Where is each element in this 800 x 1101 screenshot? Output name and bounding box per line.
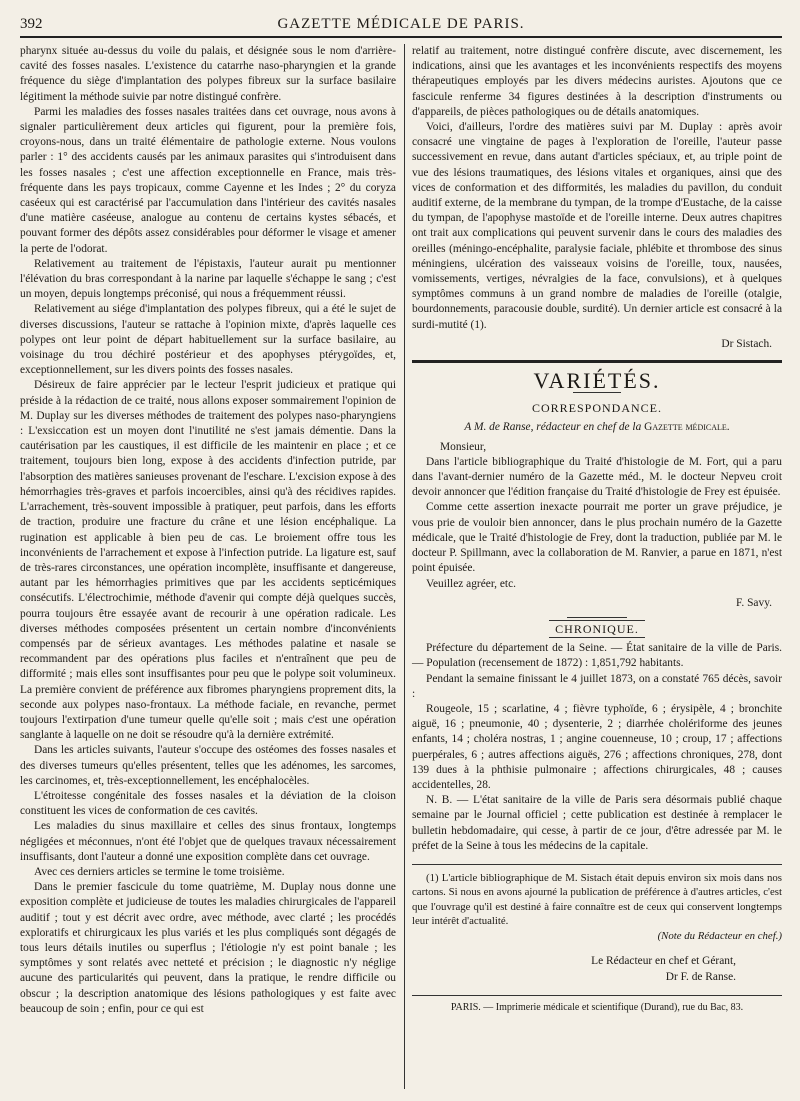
footnote: [412, 871, 782, 944]
paragraph: Les maladies du sinus maxillaire et celles des sinus frontaux, longtemps négligées et méconnues, n'ont été l'objet que de quelques travaux nécessairement insuffisants, dont l'auteur a donné une exposition complète dans cet ouvrage.: [20, 820, 396, 863]
imprint-divider: [412, 995, 782, 996]
chronique-heading: [412, 622, 782, 637]
letter-signature: F. Savy.: [735, 596, 772, 609]
footnote-text: (1) L'article bibliographique de M. Sistach était depuis environ six mois dans nos cartons. Si nous en avons ajourné la publication de préférence à d'autres articles, c'est que l'ouvrage qu'il est destiné à faire connaître est de ceux qui conservent longtemps leur intérêt d'actualité.: [412, 871, 782, 928]
paragraph: Voici, d'ailleurs, l'ordre des matières suivi par M. Duplay : après avoir consacré une vingtaine de pages à l'exploration de l'oreille, l'auteur passe successivement en revue, dans autant d'articles spéciaux, et, au triple point de vue des lésions traumatiques, des lésions vitales et organiques, ainsi que des vices de conformation et des difformités, les maladies du pavillon, du conduit auditif externe, de la membrane du tympan, de la trompe d'Eustache, de la caisse du tympan, de l'apophyse mastoïde et de l'oreille interne. Deux autres chapitres ont trait aux complications qui peuvent survenir dans le cours des maladies des oreilles (méningo-encéphalite, paralysie faciale, phlébite et thrombose des sinus méningiens, ulcération des vaisseaux voisins de l'oreille, toux, nausées, vomissements, vertiges, névralgies de la face, convulsions), et à quelques symptômes communs à un grand nombre de maladies de l'oreille (otalgie, bourdonnements, paracousie double, surdité). Un dernier article est consacré à la surdi-mutité (1).: [412, 121, 782, 331]
paragraph: L'étroitesse congénitale des fosses nasales et la déviation de la cloison constituent les vices de conformation de ces cavités.: [20, 789, 396, 818]
paragraph: Désireux de faire apprécier par le lecteur l'esprit judicieux et pratique qui préside à la rédaction de ce traité, nous allons exposer sommairement l'opinion de M. Duplay sur les diverses méthodes de traitement des polypes naso-pharyngiens : L'exsiccation est un moyen dont l'inutilité ne s'est jamais démentie. Dans la cautérisation par les caustiques, il est difficile de les maintenir en place ; et ce traitement, toujours bien long, expose à des accidents d'infection putride, par l'absorption des matières sanieuses provenant de l'eschare. L'excision expose à des hémorrhagies très-graves et parfois incoercibles, ainsi qu'à des récidives rapides. L'arrachement, très-souvent impossible à pratiquer, peut parfois, dans les efforts de traction, produire une fracture du crâne et une lésion encéphalique. La rugination est applicable à bien peu de cas. Le broiement offre tous les inconvénients de l'arrachement et expose à l'infection putride. La ligature est, sauf de très-rares circonstances, une opération incomplète, insuffisante et dangereuse, autant par les hémorrhagies primitives que par les accidents septicémiques consécutifs. L'électrochimie, méthode d'avenir qui compte déjà quelques succès, pourra toujours être essayée avant de recourir à une opération radicale. Les diverses méthodes composées présentent un certain nombre d'inconvénients compensés par de sérieux avantages. Les méthodes palatine et nasale se recommandent par des opérations plus faciles et n'entraînent que peu de difformité ; mais elles sont insuffisantes pour peu que le polype soit volumineux. La première convient de préférence aux fibromes pharyngiens proprement dits, la seconde aux polypes naso-frontaux. La méthode faciale, en revanche, permet toujours l'extirpation d'une tumeur quelle qu'elle soit ; mais c'est une opération sanglante à laquelle on ne doit se résoudre qu'à la dernière extrémité.: [20, 379, 396, 742]
letter-addressee: [412, 420, 782, 435]
right-column: [412, 44, 782, 1016]
footnote-divider: [412, 864, 782, 865]
editor-title: Le Rédacteur en chef et Gérant,: [591, 955, 736, 968]
imprint: PARIS. — Imprimerie médicale et scientifique (Durand), rue du Bac, 83.: [450, 1002, 744, 1014]
review-signature: Dr Sistach.: [721, 337, 772, 350]
short-divider: [567, 617, 627, 618]
addressee-journal: Gazette médicale.: [644, 421, 730, 434]
chronique-paragraph: Préfecture du département de la Seine. — État sanitaire de la ville de Paris. — Population (recensement de 1872) : 1,851,792 habitants.: [412, 642, 782, 670]
paragraph: relatif au traitement, notre distingué confrère discute, avec discernement, les indications, ainsi que les avantages et les inconvénients respectifs des moyens thérapeutiques employés par les divers médecins auristes. Ajoutons que ce fascicule renferme 34 figures destinées à la description d'instruments ou d'appareils, de pièces pathologiques ou de détails anatomiques.: [412, 45, 782, 118]
salutation: Monsieur,: [440, 440, 487, 453]
paragraph: pharynx située au-dessus du voile du palais, et désignée sous le nom d'arrière-cavité des fosses nasales. L'existence du catarrhe naso-pharyngien et la grande fréquence du siège d'implantation des polypes fibreux sur la surface basilaire légitiment la méthode suivie par notre distingué confrère.: [20, 45, 396, 103]
journal-title: GAZETTE MÉDICALE DE PARIS.: [277, 16, 525, 32]
chronique-paragraph: Pendant la semaine finissant le 4 juillet 1873, on a constaté 765 décès, savoir :: [412, 672, 782, 700]
correspondance-heading: CORRESPONDANCE.: [531, 401, 663, 416]
editor-block: [412, 953, 782, 985]
section-divider: [412, 360, 782, 363]
chronique-heading-text: CHRONIQUE.: [549, 620, 645, 638]
column-divider: [404, 44, 405, 1089]
page-header: [20, 12, 782, 38]
varietes-heading: VARIÉTÉS.: [533, 368, 661, 394]
paragraph: Parmi les maladies des fosses nasales traitées dans cet ouvrage, nous avons à signaler particulièrement deux articles qui figurent, pour la première fois, croyons-nous, dans un traité élémentaire de pathologie externe. Nous voulons parler : 1° des accidents causés par les animaux parasites qui s'introduisent dans les fosses nasales ; c'est une affection exceptionnelle en France, mais très-fréquente dans les pays tropicaux, comme Cayenne et les Indes ; 2° du coryza caséeux qui est caractérisé par l'accumulation dans l'intérieur des cavités nasales d'une matière caséeuse, analogue au contenu de certains kystes sébacés, et pouvant former des dépôts assez considérables pour déformer le visage et amener la perte de l'odorat.: [20, 105, 396, 255]
editor-name: Dr F. de Ranse.: [665, 971, 736, 984]
paragraph: Dans le premier fascicule du tome quatrième, M. Duplay nous donne une exposition complète et judicieuse de toutes les maladies chirurgicales de l'appareil auditif ; tout y est décrit avec ordre, avec méthode, avec clarté ; les procédés exploratifs et chirurgicaux les plus variés et les plus compliqués sont dégagés de tous leurs détails inutiles ou superflus ; l'étiologie n'y est point banale ; les symptômes y sont relatés avec netteté et précision ; le diagnostic n'y néglige aucune des particularités qui peuvent, dans la pratique, le rendre difficile ou obscur ; la description anatomique des lésions pathologiques y est faite avec beaucoup de soin ; enfin, pour ce qui est: [20, 881, 396, 1015]
chronique-paragraph: Rougeole, 15 ; scarlatine, 4 ; fièvre typhoïde, 6 ; érysipèle, 4 ; bronchite aiguë, 16 ; pneumonie, 40 ; dysenterie, 2 ; diarrhée cholériforme des jeunes enfants, 14 ; choléra nostras, 1 ; angine couenneuse, 10 ; croup, 17 ; affections puerpérales, 6 ; autres affections aiguës, 276 ; affections chroniques, 278, dont 139 dues à la phthisie pulmonaire ; affections chirurgicales, 48 ; causes accidentelles, 28.: [412, 702, 782, 791]
page-number: 392: [20, 16, 43, 32]
paragraph: Avec ces derniers articles se termine le tome troisième.: [34, 865, 285, 878]
letter-paragraph: Comme cette assertion inexacte pourrait me porter un grave préjudice, je vous prie de vouloir bien annoncer, dans le plus prochain numéro de la Gazette médicale, que le Traité d'histologie de Frey, dont la traduction, publiée par M. le docteur P. Spillmann, avec la collaboration de M. Ranvier, a parue en 1871, n'est point épuisée.: [412, 501, 782, 575]
letter-paragraph: Dans l'article bibliographique du Traité d'histologie de M. Fort, qui a paru dans l'avant-dernier numéro de la Gazette méd., M. le docteur Nepveu croit devoir annoncer que l'édition française du Traité d'histologie de Frey est épuisée.: [412, 455, 782, 499]
left-column: [20, 44, 396, 1017]
chronique-paragraph: N. B. — L'état sanitaire de la ville de Paris sera désormais publié chaque semaine par le Journal officiel ; cette publication est destinée à remplacer le bulletin hebdomadaire, qui cesse, à partir de ce jour, d'être adressée par M. le préfet de la Seine à tous les médecins de la capitale.: [412, 794, 782, 852]
paragraph: Dans les articles suivants, l'auteur s'occupe des ostéomes des fosses nasales et des diverses tumeurs qu'elles présentent, telles que les adénomes, les sarcomes, les carcinomes, et, très-exceptionnellement, les encéphalocèles.: [20, 744, 396, 787]
addressee-text: A M. de Ranse, rédacteur en chef de la: [464, 421, 642, 434]
paragraph: Relativement au traitement de l'épistaxis, l'auteur aurait pu mentionner l'élévation du bras correspondant à la narine par laquelle s'échappe le sang ; c'est un moyen, depuis longtemps préconisé, qui nous a fréquemment réussi.: [20, 257, 396, 301]
letter-paragraph: Veuillez agréer, etc.: [426, 577, 516, 590]
paragraph: Relativement au siége d'implantation des polypes fibreux, qui a été le sujet de diverses discussions, l'auteur se rattache à l'opinion mixte, d'après laquelle ces polypes ont leur point de départ habituellement sur la surface basilaire, au voisinage du trou déchiré postérieur et des apophyses ptérygoïdes, et, exceptionnellement, sur les divers points des fosses nasales.: [20, 303, 396, 377]
footnote-note: (Note du Rédacteur en chef.): [657, 929, 782, 942]
